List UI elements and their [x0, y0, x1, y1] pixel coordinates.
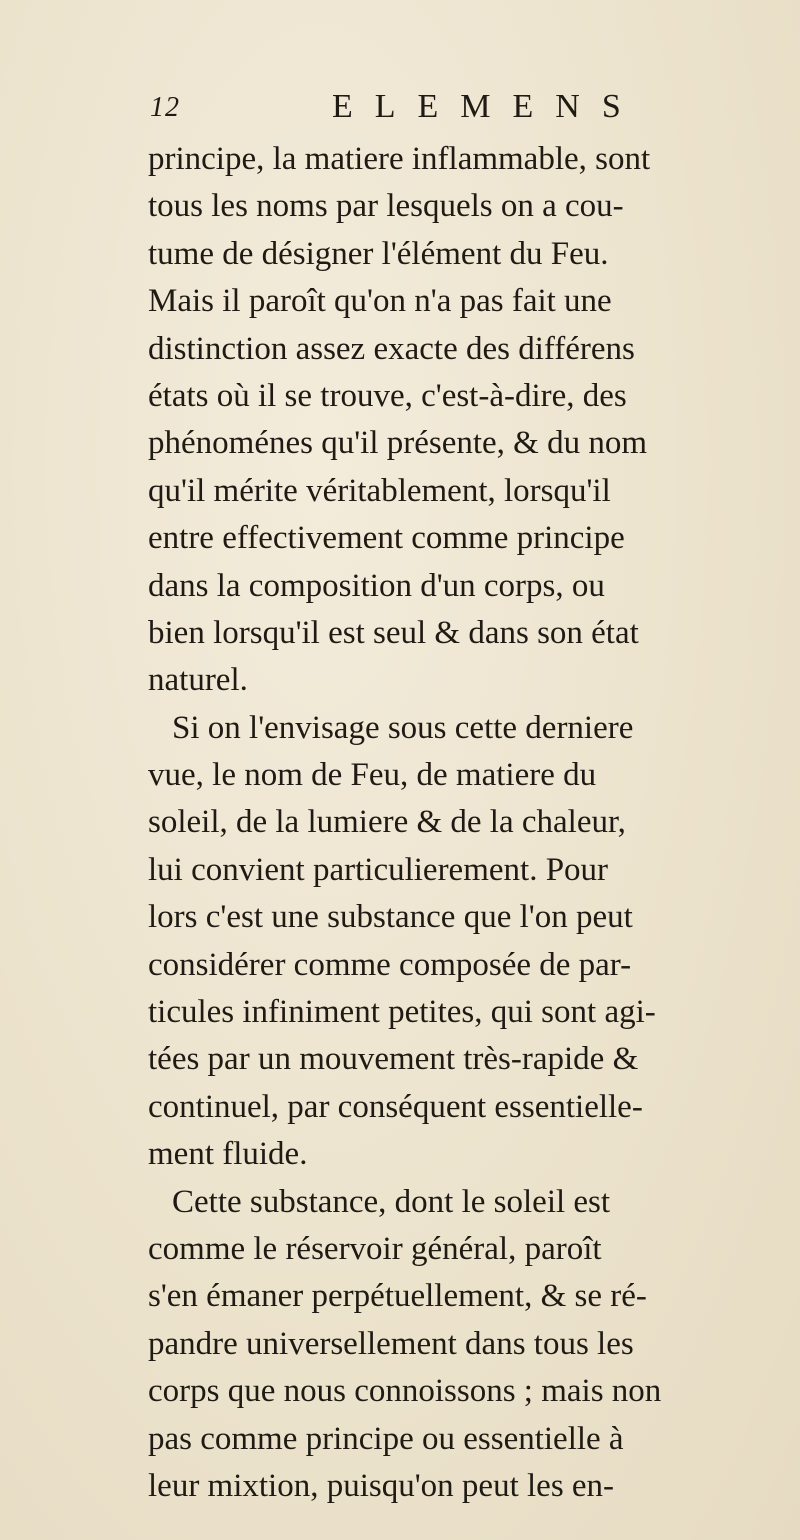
- text-line: Cette substance, dont le soleil est: [172, 1183, 611, 1220]
- text-line: entre effectivement comme principe: [148, 520, 625, 557]
- text-line: ticules infiniment petites, qui sont agi-: [148, 994, 656, 1031]
- text-line: pandre universellement dans tous les: [148, 1325, 634, 1362]
- text-line: dans la composition d'un corps, ou: [148, 567, 605, 604]
- text-line: phénoménes qu'il présente, & du nom: [148, 425, 648, 462]
- text-line: qu'il mérite véritablement, lorsqu'il: [148, 472, 611, 509]
- text-line: naturel.: [148, 662, 248, 699]
- text-line: comme le réservoir général, paroît: [148, 1230, 602, 1267]
- text-line: leur mixtion, puisqu'on peut les en-: [148, 1467, 615, 1504]
- text-line: pas comme principe ou essentielle à: [148, 1420, 624, 1457]
- running-head: [150, 88, 650, 132]
- text-line: lui convient particulierement. Pour: [148, 851, 609, 888]
- text-line: tous les noms par lesquels on a cou-: [148, 188, 624, 225]
- text-line: distinction assez exacte des différens: [148, 330, 635, 367]
- text-line: corps que nous connoissons ; mais non: [148, 1373, 662, 1410]
- body-text: [148, 136, 788, 1510]
- text-line: soleil, de la lumiere & de la chaleur,: [148, 804, 626, 841]
- text-line: tées par un mouvement très-rapide &: [148, 1041, 639, 1078]
- text-line: continuel, par conséquent essentielle-: [148, 1088, 643, 1125]
- text-line: tume de désigner l'élément du Feu.: [148, 235, 609, 272]
- text-line: bien lorsqu'il est seul & dans son état: [148, 614, 639, 651]
- text-line: considérer comme composée de par-: [148, 946, 632, 983]
- running-title: ELEMENS: [332, 88, 643, 125]
- text-line: lors c'est une substance que l'on peut: [148, 899, 633, 936]
- text-line: ment fluide.: [148, 1136, 308, 1173]
- page-number: 12: [150, 92, 180, 123]
- text-line: Si on l'envisage sous cette derniere: [172, 709, 634, 746]
- text-line: principe, la matiere inflammable, sont: [148, 141, 651, 177]
- text-line: Mais il paroît qu'on n'a pas fait une: [148, 283, 612, 320]
- text-line: états où il se trouve, c'est-à-dire, des: [148, 377, 627, 414]
- text-line: s'en émaner perpétuellement, & se ré-: [148, 1278, 647, 1315]
- text-line: vue, le nom de Feu, de matiere du: [148, 757, 597, 794]
